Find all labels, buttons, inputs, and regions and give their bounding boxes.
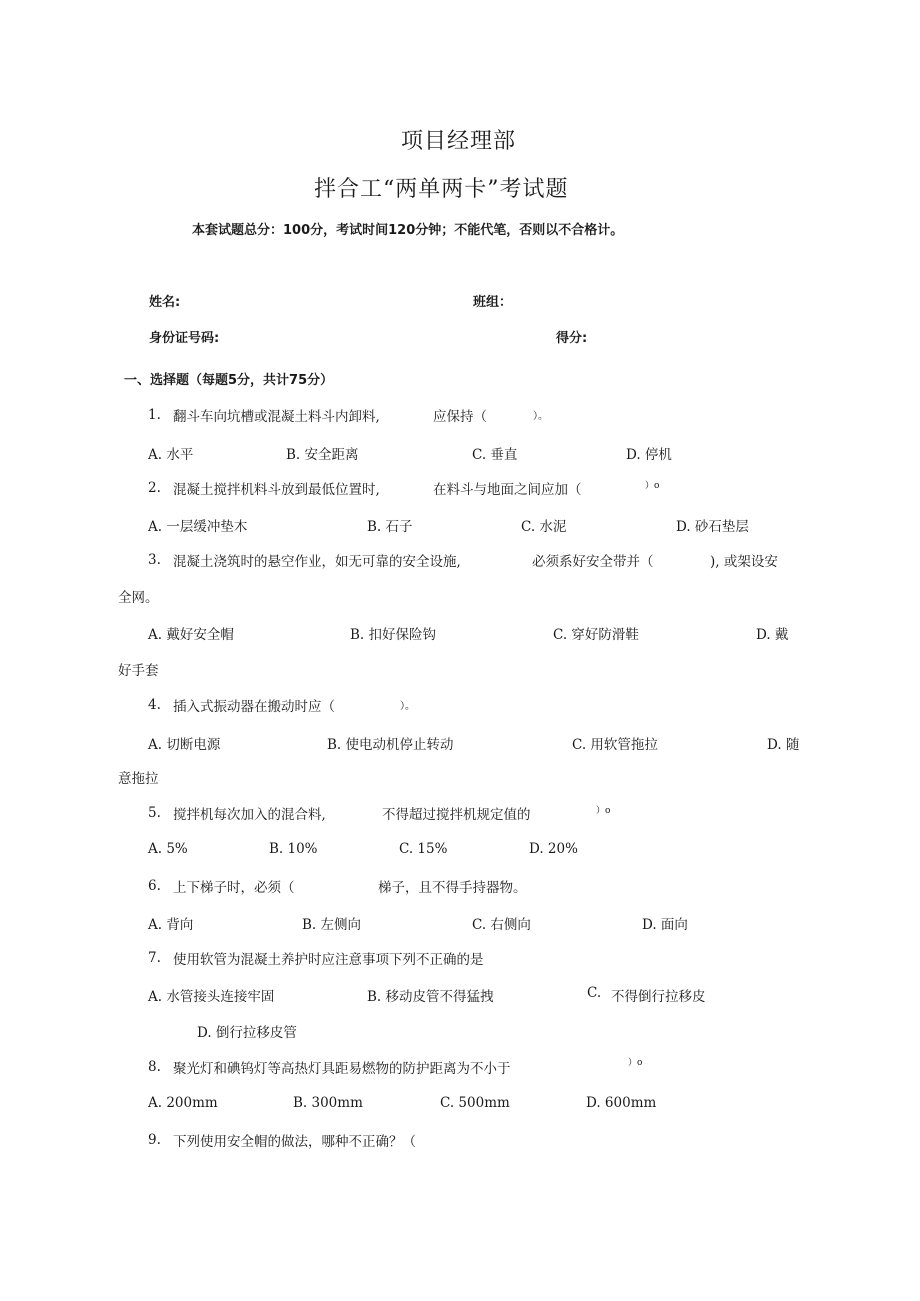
option-a[interactable]: A. 戴好安全帽 [148, 627, 234, 643]
option-a[interactable]: A. 水管接头连接牢固 [148, 989, 275, 1005]
option-b[interactable]: B. 左侧向 [302, 917, 362, 933]
option-a[interactable]: A. 200mm [148, 1095, 218, 1111]
id-number-field-label: 身份证号码: [149, 331, 220, 346]
option-a[interactable]: A. 切断电源 [148, 737, 221, 753]
option-c[interactable]: C. 500mm [440, 1095, 510, 1111]
question-text: 聚光灯和碘钨灯等高热灯具距易燃物的防护距离为不小于 [173, 1061, 511, 1077]
option-d[interactable]: D. 600mm [586, 1095, 657, 1111]
option-b[interactable]: B. 10% [269, 841, 318, 857]
question-text-cont: 在料斗与地面之间应加（ [433, 482, 582, 498]
option-d-wrap: 好手套 [118, 663, 159, 679]
question-text-cont: 不得超过搅拌机规定值的 [382, 807, 531, 823]
option-d[interactable]: D. 倒行拉移皮管 [197, 1025, 297, 1041]
option-c[interactable]: C. 穿好防滑鞋 [553, 627, 639, 643]
question-number: 9. [148, 1132, 161, 1148]
option-c[interactable]: C. 15% [399, 841, 448, 857]
question-text: 使用软管为混凝土养护时应注意事项下列不正确的是 [173, 952, 484, 968]
option-b[interactable]: B. 石子 [367, 519, 413, 535]
option-b[interactable]: B. 扣好保险钩 [350, 627, 437, 643]
option-c[interactable]: C. [587, 985, 602, 1001]
option-b[interactable]: B. 300mm [293, 1095, 363, 1111]
exam-org-title: 项目经理部 [401, 129, 517, 154]
option-c[interactable]: C. 垂直 [472, 447, 518, 463]
option-b[interactable]: B. 移动皮管不得猛拽 [367, 989, 494, 1005]
score-field-label: 得分: [556, 331, 588, 346]
name-field-label: 姓名: [149, 295, 181, 310]
option-a[interactable]: A. 背向 [148, 917, 194, 933]
option-c[interactable]: C. 水泥 [521, 519, 567, 535]
question-close: ）o [645, 481, 660, 491]
option-c[interactable]: C. 右侧向 [472, 917, 531, 933]
exam-notice: 本套试题总分：100分，考试时间120分钟；不能代笔，否则以不合格计。 [192, 223, 624, 238]
option-d[interactable]: D. 戴 [756, 627, 789, 643]
question-number: 4. [148, 697, 161, 713]
option-d-wrap: 意拖拉 [118, 771, 159, 787]
option-b[interactable]: B. 安全距离 [286, 447, 359, 463]
question-text-cont: 梯子，且不得手持器物。 [378, 880, 527, 896]
question-text-cont: 必须系好安全带并（ [532, 554, 654, 570]
question-text: 上下梯子时，必须（ [173, 880, 295, 896]
option-d[interactable]: D. 停机 [626, 447, 672, 463]
option-b[interactable]: B. 使电动机停止转动 [327, 737, 454, 753]
question-close: ）。 [400, 701, 415, 712]
question-close: ）。 [533, 411, 548, 422]
question-text-end: ), 或架设安 [710, 554, 778, 570]
question-text: 搅拌机每次加入的混合料, [173, 807, 326, 823]
question-close: ）o [596, 806, 611, 816]
option-a[interactable]: A. 5% [148, 841, 188, 857]
option-a[interactable]: A. 水平 [148, 447, 194, 463]
option-a[interactable]: A. 一层缓冲垫木 [148, 519, 248, 535]
question-number: 3. [148, 552, 161, 568]
question-close: ）o [628, 1058, 643, 1068]
question-text: 混凝土搅拌机料斗放到最低位置时, [173, 482, 380, 498]
option-c-text[interactable]: 不得倒行拉移皮 [611, 989, 706, 1005]
option-d[interactable]: D. 砂石垫层 [676, 519, 749, 535]
group-field-label: 班组： [473, 295, 513, 310]
question-text-cont: 应保持（ [433, 409, 487, 425]
question-number: 2. [148, 480, 161, 496]
question-text: 插入式振动器在搬动时应（ [173, 699, 335, 715]
question-number: 8. [148, 1059, 161, 1075]
option-d[interactable]: D. 面向 [642, 917, 688, 933]
question-number: 5. [148, 805, 161, 821]
question-number: 6. [148, 878, 161, 894]
exam-title: 拌合工“两单两卡”考试题 [314, 177, 569, 202]
question-number: 7. [148, 950, 161, 966]
section-title: 一、选择题（每题5分，共计75分） [124, 373, 334, 388]
option-c[interactable]: C. 用软管拖拉 [572, 737, 658, 753]
question-number: 1. [148, 407, 161, 423]
question-text: 混凝土浇筑时的悬空作业，如无可靠的安全设施, [173, 554, 461, 570]
option-d[interactable]: D. 20% [529, 841, 578, 857]
question-text: 翻斗车向坑槽或混凝土料斗内卸料, [173, 409, 380, 425]
question-text-wrap: 全网。 [118, 590, 159, 606]
option-d[interactable]: D. 随 [767, 737, 800, 753]
question-text: 下列使用安全帽的做法，哪种不正确？（ [173, 1134, 416, 1150]
